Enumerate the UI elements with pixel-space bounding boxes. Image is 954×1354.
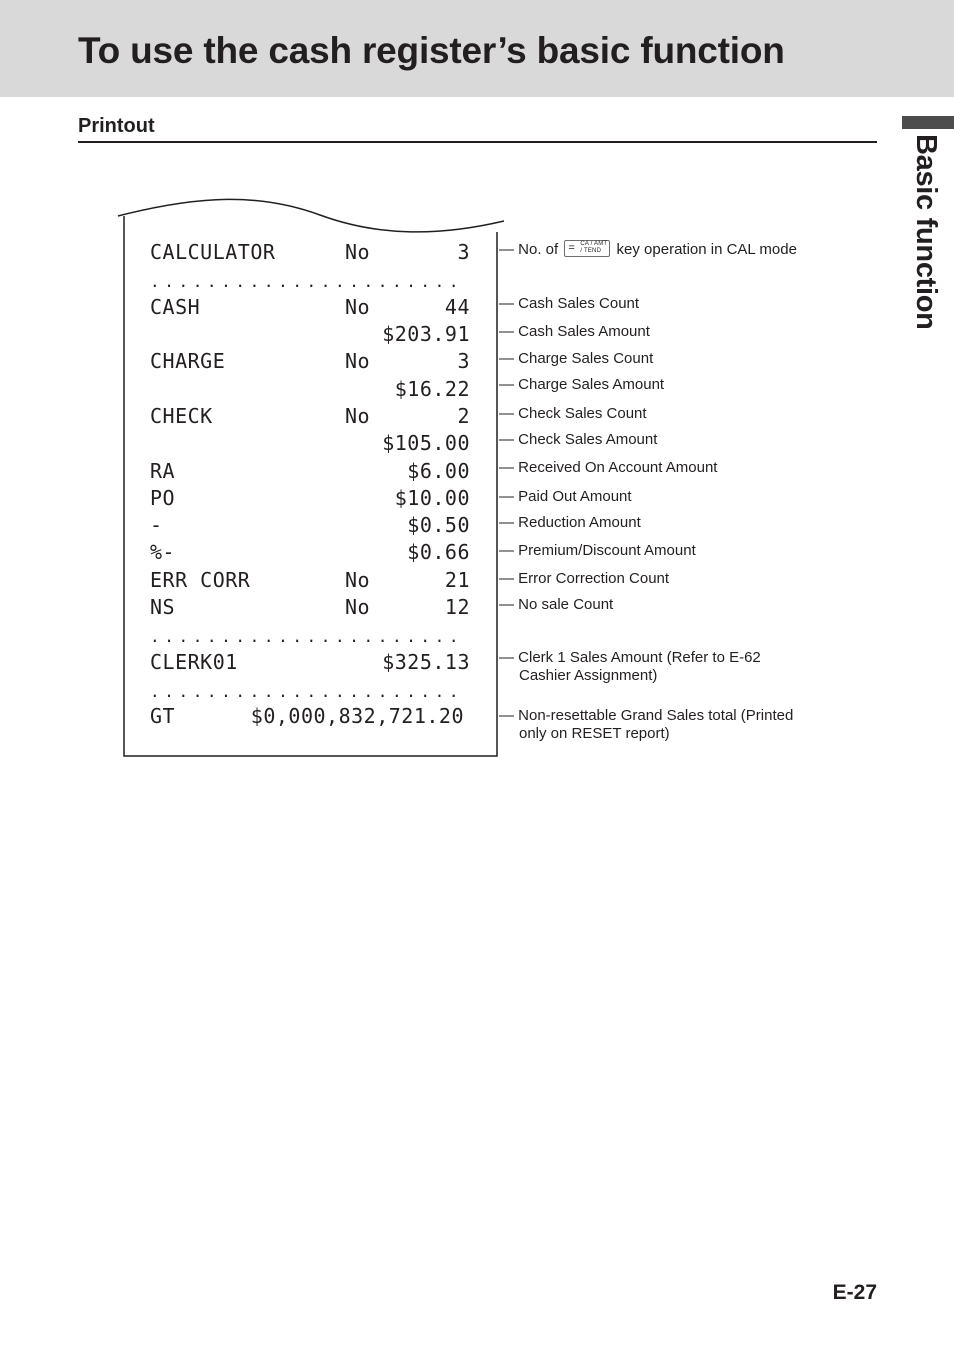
receipt-value: $10.00 [394, 486, 470, 510]
annotation-ra: — Received On Account Amount [499, 459, 718, 476]
annotation-clerk-line1: — Clerk 1 Sales Amount (Refer to E-62 [499, 649, 761, 666]
receipt-row-charge-amt [150, 376, 470, 403]
receipt-row-po [150, 485, 470, 512]
annotation-calc-prefix: — No. of [499, 241, 559, 258]
annotation-clerk-line2: Cashier Assignment) [519, 667, 658, 684]
annotation-clerk [499, 649, 761, 685]
receipt-row-errcorr [150, 567, 470, 594]
receipt-value: 44 [444, 295, 470, 319]
annotation-grand-total [499, 707, 793, 743]
receipt-label: GT [150, 704, 176, 728]
receipt-value: $0,000,832,721.20 [250, 704, 464, 728]
receipt-row-clerk [150, 649, 470, 676]
receipt-label: %- [150, 540, 176, 564]
receipt-row-sep3 [150, 677, 470, 704]
receipt-separator: ...................... [150, 627, 464, 646]
receipt-count-label: No [345, 295, 371, 319]
receipt-row-gt [150, 703, 470, 730]
receipt-row-ra [150, 458, 470, 485]
annotation-no-sale: — No sale Count [499, 596, 614, 613]
receipt-value: $105.00 [382, 431, 470, 455]
annotation-premium-discount: — Premium/Discount Amount [499, 542, 696, 559]
receipt-count-label: No [345, 349, 371, 373]
receipt-label: CALCULATOR [150, 240, 276, 264]
receipt-label: NS [150, 595, 176, 619]
annotation-check-amount: — Check Sales Amount [499, 431, 658, 448]
receipt-value: $0.50 [407, 513, 470, 537]
annotation-cash-amount: — Cash Sales Amount [499, 323, 650, 340]
side-tab-label: Basic function [910, 134, 942, 330]
receipt-value: 21 [444, 568, 470, 592]
receipt-row-sep2 [150, 622, 470, 649]
receipt-value: $6.00 [407, 459, 470, 483]
annotation-calculator [499, 240, 797, 259]
receipt-label: ERR CORR [150, 568, 251, 592]
receipt-value: 12 [444, 595, 470, 619]
receipt-row-pct [150, 539, 470, 566]
receipt-value: $0.66 [407, 540, 470, 564]
annotation-gt-line2: only on RESET report) [519, 725, 670, 742]
receipt-row-cash-amt [150, 321, 470, 348]
receipt-count-label: No [345, 568, 371, 592]
receipt-value: 2 [457, 404, 470, 428]
receipt-row-check-amt [150, 430, 470, 457]
receipt-row-charge [150, 348, 470, 375]
receipt-separator: ...................... [150, 272, 464, 291]
receipt-label: PO [150, 486, 176, 510]
page-title: To use the cash register’s basic function [78, 30, 785, 71]
annotation-cash-count: — Cash Sales Count [499, 295, 640, 312]
annotation-po: — Paid Out Amount [499, 488, 632, 505]
annotation-check-count: — Check Sales Count [499, 405, 647, 422]
receipt-separator: ...................... [150, 682, 464, 701]
annotation-charge-count: — Charge Sales Count [499, 350, 654, 367]
page-number: E-27 [832, 1281, 877, 1304]
receipt-label: CASH [150, 295, 201, 319]
receipt-row-sep1 [150, 267, 470, 294]
receipt-label: CLERK01 [150, 650, 238, 674]
receipt-label: CHARGE [150, 349, 226, 373]
receipt-value: 3 [457, 349, 470, 373]
section-heading: Printout [78, 115, 155, 137]
receipt-row-cash [150, 294, 470, 321]
keycap-symbol: = [568, 242, 575, 254]
annotation-calc-suffix: key operation in CAL mode [616, 241, 797, 258]
receipt-label: - [150, 513, 163, 537]
annotation-reduction: — Reduction Amount [499, 514, 641, 531]
receipt-value: $16.22 [394, 377, 470, 401]
receipt-count-label: No [345, 404, 371, 428]
receipt-value: $325.13 [382, 650, 470, 674]
annotation-charge-amount: — Charge Sales Amount [499, 376, 665, 393]
annotation-gt-line1: — Non-resettable Grand Sales total (Printed [499, 707, 794, 724]
annotation-error-correction: — Error Correction Count [499, 570, 670, 587]
receipt-row-calculator [150, 239, 470, 266]
receipt-row-check [150, 403, 470, 430]
keycap-bottom-label: / TEND [580, 248, 602, 254]
receipt-value: $203.91 [382, 322, 470, 346]
receipt-label: RA [150, 459, 176, 483]
receipt-row-ns [150, 594, 470, 621]
receipt-count-label: No [345, 240, 371, 264]
keycap-top-label: CA / AMT [580, 241, 608, 247]
receipt-count-label: No [345, 595, 371, 619]
ca-amt-tend-key-icon [564, 240, 610, 257]
receipt-label: CHECK [150, 404, 213, 428]
receipt-row-minus [150, 512, 470, 539]
receipt-value: 3 [457, 240, 470, 264]
